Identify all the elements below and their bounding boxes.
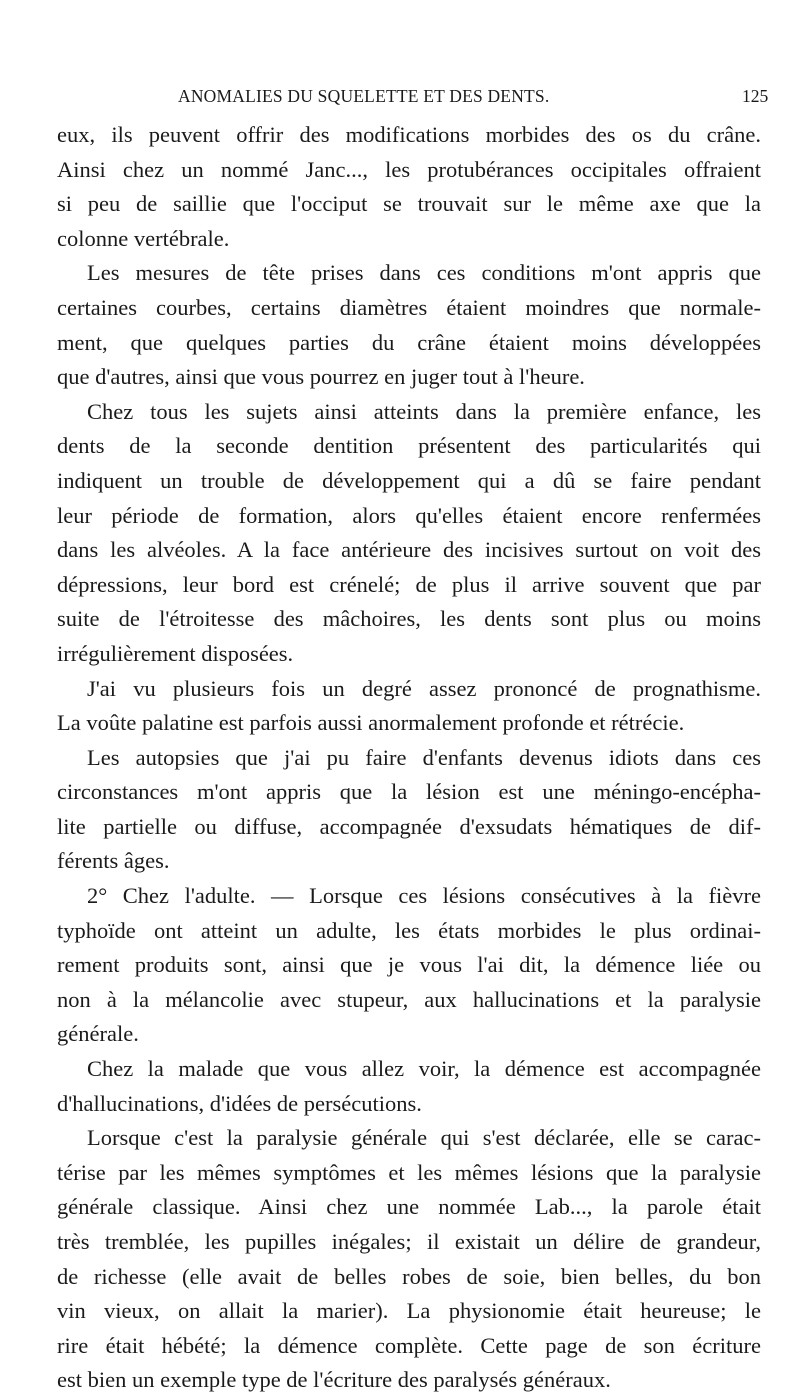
text-line: dans les alvéoles. A la face antérieure des incisives surtout on voit des: [57, 537, 761, 563]
text-line: irrégulièrement disposées.: [57, 640, 294, 666]
text-line: leur période de formation, alors qu'elles étaient encore renfermées: [57, 502, 761, 528]
text-line: 2° Chez l'adulte. — Lorsque ces lésions consécutives à la fièvre: [87, 883, 761, 909]
text-line: dépressions, leur bord est crénelé; de plus il arrive souvent que par: [57, 571, 761, 597]
text-line: très tremblée, les pupilles inégales; il existait un délire de grandeur,: [57, 1229, 761, 1254]
text-line: lite partielle ou diffuse, accompagnée d'exsudats hématiques de dif-: [57, 813, 761, 839]
text-line: Chez tous les sujets ainsi atteints dans la première enfance, les: [87, 398, 761, 424]
text-line: rement produits sont, ainsi que je vous l'ai dit, la démence liée ou: [57, 952, 761, 978]
text-line: J'ai vu plusieurs fois un degré assez prononcé de prognathisme.: [87, 675, 761, 701]
text-line: si peu de saillie que l'occiput se trouvait sur le même axe que la: [57, 191, 761, 217]
text-line: que d'autres, ainsi que vous pourrez en juger tout à l'heure.: [57, 364, 585, 390]
text-line: générale.: [57, 1021, 139, 1047]
text-line: Ainsi chez un nommé Janc..., les protubérances occipitales offraient: [57, 156, 761, 182]
running-title: ANOMALIES DU SQUELETTE ET DES DENTS.: [178, 86, 550, 106]
text-line: Les autopsies que j'ai pu faire d'enfants devenus idiots dans ces: [87, 744, 761, 770]
text-line: certaines courbes, certains diamètres étaient moindres que normale-: [57, 294, 761, 320]
text-line: ment, que quelques parties du crâne étaient moins développées: [57, 329, 761, 355]
text-line: dents de la seconde dentition présentent des particularités qui: [57, 433, 761, 459]
text-line: Chez la malade que vous allez voir, la démence est accompagnée: [87, 1056, 761, 1082]
body-text: [57, 118, 761, 1398]
running-header: [0, 86, 800, 114]
text-line: indiquent un trouble de développement qui a dû se faire pendant: [57, 467, 761, 493]
text-line: typhoïde ont atteint un adulte, les états morbides le plus ordinai-: [57, 917, 761, 943]
text-line: férents âges.: [57, 848, 170, 874]
text-line: rire était hébété; la démence complète. Cette page de son écriture: [57, 1332, 761, 1358]
page-number: 125: [742, 86, 769, 106]
text-line: de richesse (elle avait de belles robes de soie, bien belles, du bon: [57, 1263, 761, 1289]
text-line: générale classique. Ainsi chez une nommée Lab..., la parole était: [57, 1194, 761, 1220]
text-line: Lorsque c'est la paralysie générale qui s'est déclarée, elle se carac-: [87, 1125, 761, 1151]
text-line: Les mesures de tête prises dans ces conditions m'ont appris que: [87, 260, 761, 286]
text-line: eux, ils peuvent offrir des modifications morbides des os du crâne.: [57, 122, 761, 147]
text-line: non à la mélancolie avec stupeur, aux hallucinations et la paralysie: [57, 986, 761, 1012]
text-line: vin vieux, on allait la marier). La physionomie était heureuse; le: [57, 1298, 761, 1324]
text-line: d'hallucinations, d'idées de persécutions.: [57, 1090, 422, 1116]
text-line: est bien un exemple type de l'écriture des paralysés généraux.: [57, 1367, 611, 1393]
text-line: térise par les mêmes symptômes et les mêmes lésions que la paralysie: [57, 1159, 761, 1185]
text-line: circonstances m'ont appris que la lésion est une méningo-encépha-: [57, 779, 761, 805]
text-line: La voûte palatine est parfois aussi anormalement profonde et rétrécie.: [57, 710, 685, 736]
text-line: colonne vertébrale.: [57, 225, 230, 251]
text-line: suite de l'étroitesse des mâchoires, les dents sont plus ou moins: [57, 606, 761, 632]
